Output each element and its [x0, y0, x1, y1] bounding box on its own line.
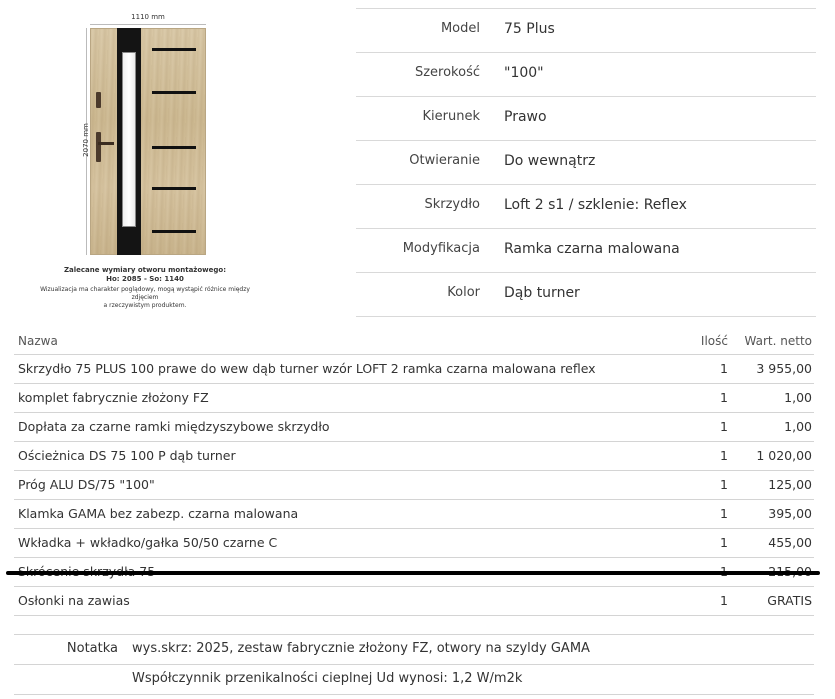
thermal-coefficient-text: Współczynnik przenikalności cieplnej Ud wynosi: 1,2 W/m2k	[132, 671, 523, 686]
item-qty: 1	[720, 593, 728, 608]
spec-label: Modyfikacja	[402, 241, 480, 256]
door-glass-panel	[122, 52, 136, 227]
item-name: Wkładka + wkładko/gałka 50/50 czarne C	[18, 535, 278, 550]
spec-value: "100"	[504, 65, 544, 81]
spec-row-opening	[356, 140, 816, 184]
table-row	[14, 529, 814, 558]
spec-value: Prawo	[504, 109, 547, 125]
table-row	[14, 413, 814, 442]
spec-row-direction	[356, 96, 816, 140]
item-value: 1,00	[784, 390, 812, 405]
item-name: Klamka GAMA bez zabezp. czarna malowana	[18, 506, 299, 521]
note-label: Notatka	[66, 641, 118, 656]
item-qty: 1	[720, 419, 728, 434]
width-dimension-line	[90, 24, 206, 25]
spec-label: Kolor	[447, 285, 480, 300]
table-row	[14, 355, 814, 384]
disclaimer-line: a rzeczywistym produktem.	[103, 302, 187, 309]
item-name: Dopłata za czarne ramki międzyszybowe skrzydło	[18, 419, 330, 434]
spec-value: Ramka czarna malowana	[504, 241, 680, 257]
width-dimension-label: 1110 mm	[131, 13, 165, 21]
spec-value: Dąb turner	[504, 285, 580, 301]
item-value: 1 020,00	[756, 448, 812, 463]
item-qty: 1	[720, 390, 728, 405]
visualization-disclaimer	[40, 286, 250, 310]
handle-plate	[96, 132, 101, 162]
item-qty: 1	[720, 448, 728, 463]
door-decor-bar	[152, 230, 196, 233]
item-value: 455,00	[768, 535, 812, 550]
item-qty: 1	[720, 506, 728, 521]
spec-table	[356, 8, 816, 317]
spec-label: Szerokość	[414, 65, 480, 80]
door-decor-bar	[152, 91, 196, 94]
item-name: Osłonki na zawias	[18, 593, 130, 608]
table-row	[14, 500, 814, 529]
mounting-recommendation	[40, 266, 250, 284]
item-qty: 1	[720, 535, 728, 550]
item-name: komplet fabrycznie złożony FZ	[18, 390, 209, 405]
door-decor-bar	[152, 48, 196, 51]
item-value: 1,00	[784, 419, 812, 434]
item-name: Skrzydło 75 PLUS 100 prawe do wew dąb turner wzór LOFT 2 ramka czarna malowana reflex	[18, 361, 596, 376]
door-image	[90, 28, 206, 255]
spec-value: Loft 2 s1 / szklenie: Reflex	[504, 197, 687, 213]
door-decor-bar	[152, 187, 196, 190]
items-table-header	[14, 330, 814, 355]
spec-row-color	[356, 272, 816, 317]
note-text: wys.skrz: 2025, zestaw fabrycznie złożony FZ, otwory na szyldy GAMA	[132, 641, 590, 656]
mounting-recommendation-title: Zalecane wymiary otworu montażowego:	[63, 266, 227, 274]
spec-label: Skrzydło	[424, 197, 480, 212]
column-header-name: Nazwa	[18, 334, 58, 348]
item-value: 3 955,00	[756, 361, 812, 376]
notes-section	[14, 634, 814, 695]
spec-label: Model	[440, 21, 480, 36]
spec-label: Kierunek	[422, 109, 480, 124]
disclaimer-line: Wizualizacja ma charakter poglądowy, mogą wystąpić różnice między zdjęciem	[40, 286, 250, 301]
spec-row-modification	[356, 228, 816, 272]
spec-row-leaf	[356, 184, 816, 228]
item-name: Ościeżnica DS 75 100 P dąb turner	[18, 448, 236, 463]
height-dimension-label: 2070 mm	[82, 123, 90, 157]
table-row	[14, 384, 814, 413]
spec-value: Do wewnątrz	[504, 153, 596, 169]
door-decor-bar	[152, 146, 196, 149]
table-row	[14, 442, 814, 471]
item-qty: 1	[720, 361, 728, 376]
item-value: GRATIS	[767, 593, 812, 608]
spec-value: 75 Plus	[504, 21, 555, 37]
item-qty: 1	[720, 477, 728, 492]
mounting-recommendation-values: Ho: 2085 - So: 1140	[106, 275, 184, 283]
table-row	[14, 471, 814, 500]
strikethrough-line	[6, 571, 820, 575]
table-row	[14, 587, 814, 616]
door-handle	[98, 142, 114, 145]
door-preview	[0, 0, 300, 310]
item-value: 125,00	[768, 477, 812, 492]
note-row	[14, 634, 814, 664]
upper-lock-plate	[96, 92, 101, 108]
spec-row-width	[356, 52, 816, 96]
item-value: 395,00	[768, 506, 812, 521]
item-name: Próg ALU DS/75 "100"	[18, 477, 155, 492]
spec-label: Otwieranie	[409, 153, 480, 168]
spec-row-model	[356, 8, 816, 52]
column-header-value: Wart. netto	[744, 334, 812, 348]
column-header-qty: Ilość	[700, 334, 728, 348]
thermal-row	[14, 664, 814, 695]
